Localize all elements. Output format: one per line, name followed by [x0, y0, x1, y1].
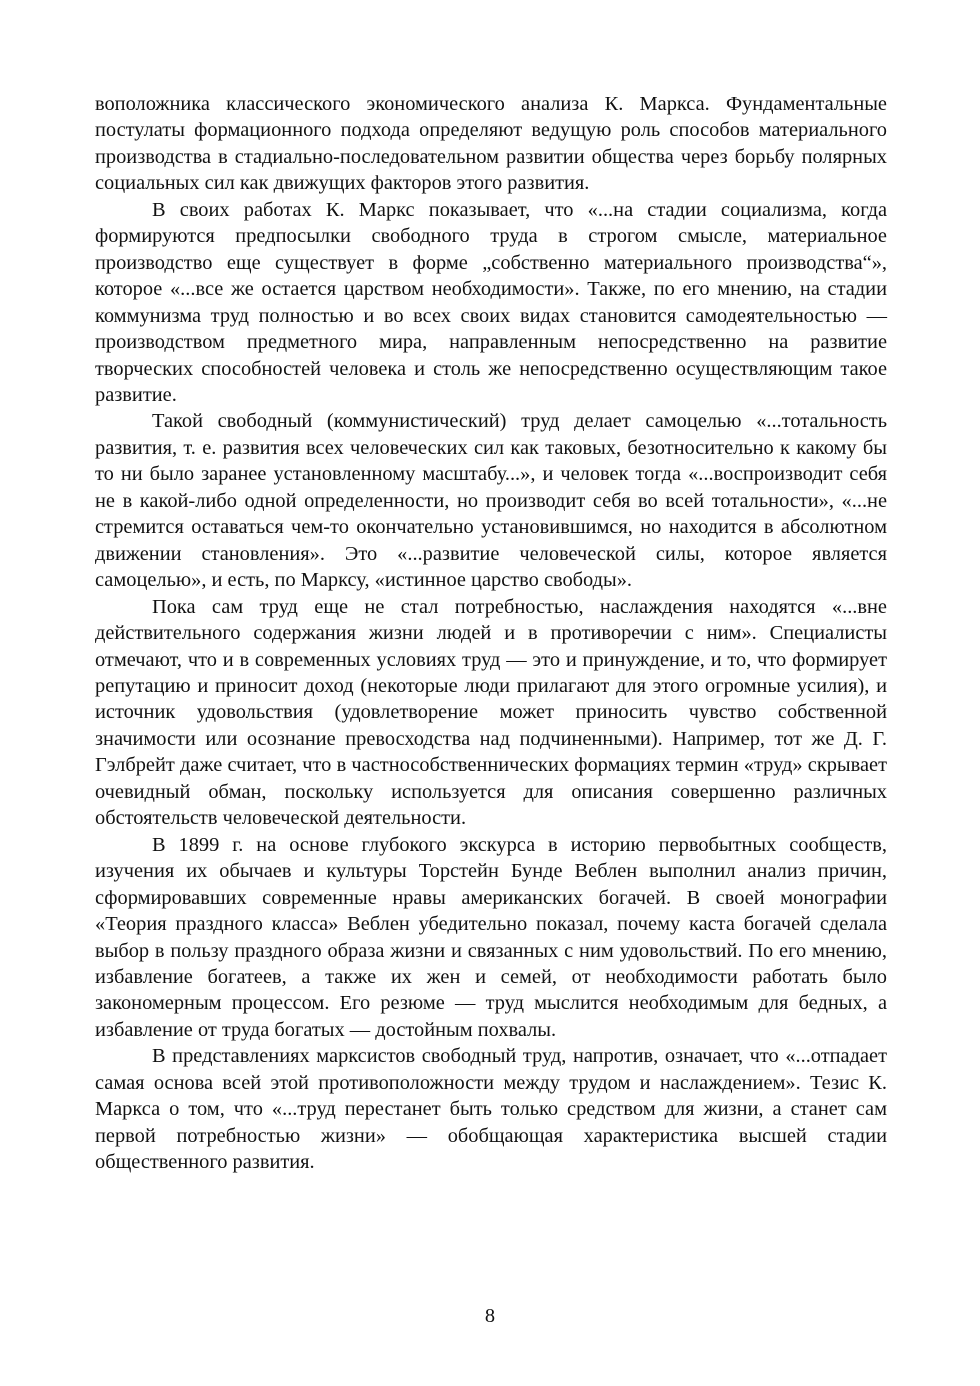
paragraph-4: Пока сам труд еще не стал потребностью, наслаждения находятся «...вне действительного содержания жизни людей и в противоречии с ним». Специалисты отмечают, что и в современных условиях труд — это и принуждение, и то, что формирует репутацию и приносит доход (некоторые люди прилагают для этого огромные усилия), и источник удовольствия (удовлетворение может приносить чувство собственной значимости или осознание превосходства над подчиненными). Например, тот же Д. Г. Гэлбрейт даже считает, что в частнособственнических формациях термин «труд» скрывает очевидный обман, поскольку используется для описания совершенно различных обстоятельств человеческой деятельности.: [95, 595, 887, 830]
page-number: 8: [484, 1305, 496, 1327]
paragraph-3: Такой свободный (коммунистический) труд делает самоцелью «...тотальность развития, т. е. развития всех человеческих сил как таковых, безотносительно к какому бы то ни было заранее установленному масштабу...», и человек тогда «...воспроизводит себя не в какой-либо одной определенности, но производит себя во всей тотальности», «...не стремится оставаться чем-то окончательно установившимся, но находится в абсолютном движении становления». Это «...развитие человеческой силы, которое является самоцелью», и есть, по Марксу, «истинное царство свободы».: [95, 410, 887, 592]
paragraph-5: В 1899 г. на основе глубокого экскурса в историю первобытных сообществ, изучения их обычаев и культуры Торстейн Бунде Веблен выполнил анализ причин, сформировавших современные нравы американских богачей. В своей монографии «Теория праздного класса» Веблен убедительно показал, почему каста богачей сделала выбор в пользу праздного образа жизни и связанных с ним удовольствий. По его мнению, избавление богатеев, а также их жен и семей, от необходимости работать было закономерным процессом. Его резюме — труд мыслится необходимым для бедных, а избавление от труда богатых — достойным похвалы.: [95, 833, 887, 1041]
document-page: [95, 91, 887, 1176]
paragraph-1: воположника классического экономического анализа К. Маркса. Фундаментальные постулаты формационного подхода определяют ведущую роль способов материального производства в стадиально-последовательном развитии общества через борьбу полярных социальных сил как движущих факторов этого развития.: [95, 93, 887, 195]
paragraph-2: В своих работах К. Маркс показывает, что «...на стадии социализма, когда формируются предпосылки свободного труда в строгом смысле, материальное производство еще существует в форме „собственно материального производства“», которое «...все же остается царством необходимости». Также, по его мнению, на стадии коммунизма труд полностью и во всех своих видах становится самодеятельностью — производством предметного мира, направленным непосредственно на развитие творческих способностей человека и столь же непосредственно осуществляющим такое развитие.: [95, 198, 887, 406]
paragraph-6: В представлениях марксистов свободный труд, напротив, означает, что «...отпадает самая основа всей этой противоположности между трудом и наслаждением». Тезис К. Маркса о том, что «...труд перестанет быть только средством для жизни, а станет сам первой потребностью жизни» — обобщающая характеристика высшей стадии общественного развития.: [95, 1045, 887, 1174]
